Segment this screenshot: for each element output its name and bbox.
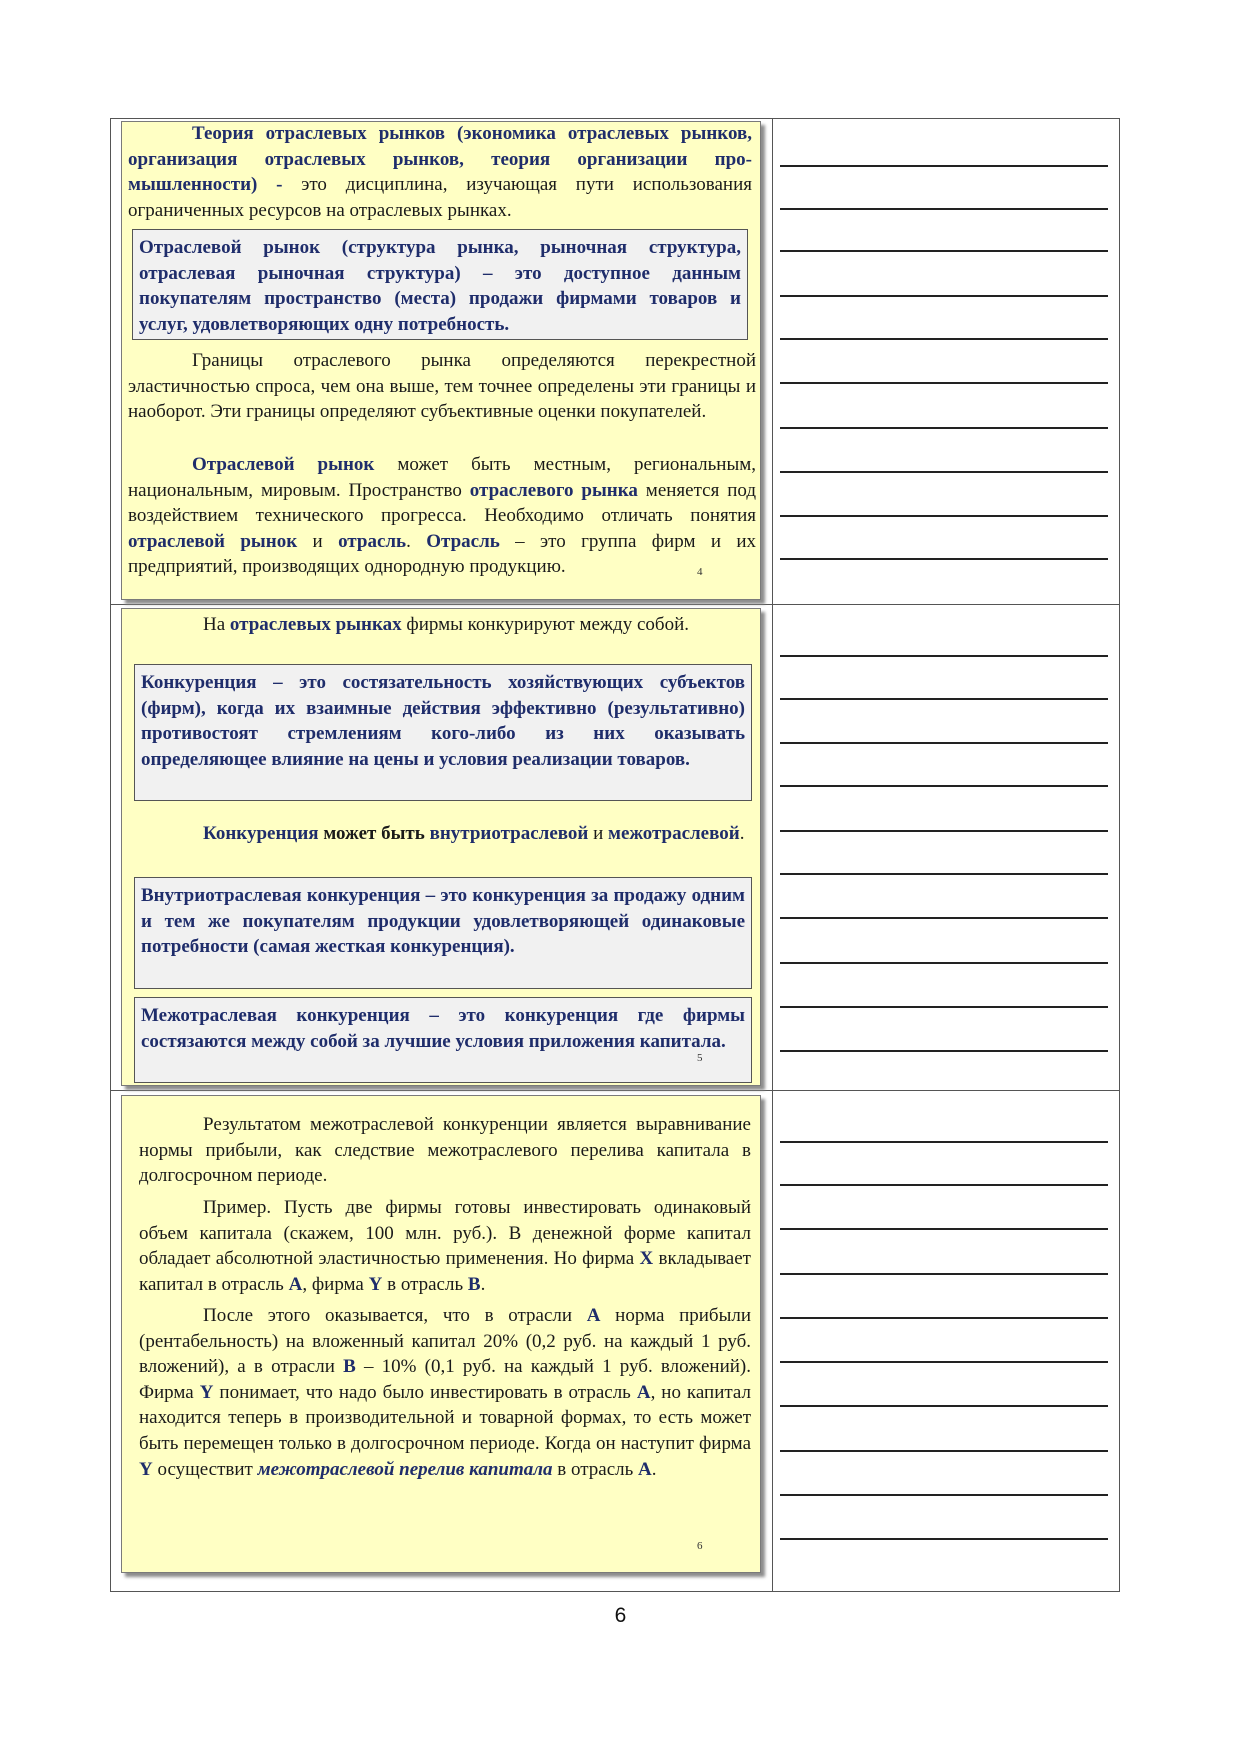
slide-3-paragraph-3 xyxy=(139,1303,751,1482)
note-line xyxy=(780,471,1108,473)
note-line xyxy=(780,165,1108,167)
body-text: в отрасль xyxy=(382,1273,468,1295)
emphasis-text: Отрасль xyxy=(426,530,500,552)
emphasis-text: межотраслевой xyxy=(608,823,740,844)
slide-2-paragraph-2 xyxy=(139,821,751,847)
emphasis-text: отраслевых рынках xyxy=(229,614,402,635)
slide-2-paragraph-1 xyxy=(139,612,699,638)
note-line xyxy=(780,1050,1108,1052)
body-text: в отрасль xyxy=(552,1458,639,1480)
column-divider xyxy=(772,118,773,1592)
slide-2 xyxy=(121,608,761,1086)
row-divider xyxy=(110,1090,1120,1091)
note-line xyxy=(780,1006,1108,1008)
slide-3-paragraph-1: Результатом межотраслевой конкуренции является выравнивание нормы прибыли, как следствие межотраслевого перелива капитала в долгосрочном периоде. xyxy=(139,1114,751,1187)
body-text: , но капитал находится теперь в производительной и товарной формах, то есть может быть перемещен только в долгосрочном периоде. Когда он наступит фирма xyxy=(139,1381,752,1454)
emphasis-text: А xyxy=(638,1458,652,1480)
body-text: это дисциплина, изучающая пути использования ограниченных ресурсов на отраслевых рынках. xyxy=(128,174,753,221)
note-line xyxy=(780,1228,1108,1230)
emphasis-text: может быть xyxy=(318,823,430,844)
body-text: вкладывает капитал в отрасль xyxy=(139,1248,751,1295)
body-text: После этого оказывается, что в отрасли xyxy=(203,1305,587,1326)
emphasis-text: отраслевой рынок xyxy=(128,530,298,552)
note-line xyxy=(780,785,1108,787)
note-line xyxy=(780,427,1108,429)
body-text: меняется под воздействием технического прогресса. Необходимо отличать понятия xyxy=(128,479,756,527)
note-line xyxy=(780,1184,1108,1186)
note-line xyxy=(780,382,1108,384)
body-text: . xyxy=(480,1273,486,1295)
definition-box-competition: Конкуренция – это состязательность хозяйствующих субъектов (фирм), когда их взаимные действия эффективно (результативно) противостоят стремлениям кого-либо из них оказывать определяющее влияние на цены и условия реализации товаров. xyxy=(134,664,752,801)
note-line xyxy=(780,208,1108,210)
emphasis-text: А xyxy=(636,1381,651,1403)
body-text: фирмы конкурируют между собой. xyxy=(401,614,689,635)
slide-1-paragraph-2: Границы отраслевого рынка определяются перекрестной эластичностью спроса, чем она выше, тем точнее определены эти границы и наоборот. Эти границы определяют субъективные оценки покупателей. xyxy=(128,350,756,423)
note-line xyxy=(780,742,1108,744)
note-line xyxy=(780,1405,1108,1407)
note-line xyxy=(780,1317,1108,1319)
note-line xyxy=(780,917,1108,919)
body-text: понимает, что надо было инвестировать в отрасль xyxy=(213,1381,637,1403)
note-line xyxy=(780,698,1108,700)
emphasis-text: отраслевого рынка xyxy=(469,479,638,501)
body-text: . xyxy=(406,530,427,552)
emphasis-text: В xyxy=(343,1356,356,1378)
body-text: и xyxy=(297,530,339,552)
slide-number: 4 xyxy=(697,566,703,578)
slide-1-intro xyxy=(128,121,752,223)
body-text: норма прибыли (рентабельность) на вложенный капитал 20% (0,2 руб. на каждый 1 руб. вложений), а в отрасли xyxy=(139,1305,751,1378)
definition-box-inter-industry: Межотраслевая конкуренция – это конкуренция где фирмы состязаются между собой за лучшие условия приложения капитала. xyxy=(134,997,752,1083)
page-number: 6 xyxy=(614,1604,627,1627)
emphasis-text: Теория отраслевых рынков (экономика отраслевых рынков, организация отраслевых рынков, теория организации промышленности) - xyxy=(128,123,752,196)
note-line xyxy=(780,250,1108,252)
slide-number: 5 xyxy=(697,1052,703,1064)
definition-box-intra-industry: Внутриотраслевая конкуренция – это конкуренция за продажу одним и тем же покупателям продукции удовлетворяющей одинаковые потребности (самая жесткая конкуренция). xyxy=(134,877,752,989)
body-text: осуществит xyxy=(152,1458,258,1480)
body-text: – 10% (0,1 руб. на каждый 1 руб. вложений). Фирма xyxy=(139,1356,752,1403)
note-line xyxy=(780,1361,1108,1363)
note-line xyxy=(780,1538,1108,1540)
body-text: может быть местным, региональным, национальным, мировым. Пространство xyxy=(128,454,756,501)
body-text: , фирма xyxy=(302,1273,369,1295)
body-text: . xyxy=(739,823,745,844)
body-text: – это группа фирм и их предприятий, производящих однородную продукцию. xyxy=(128,530,757,578)
emphasis-text: А xyxy=(288,1273,303,1295)
note-line xyxy=(780,1273,1108,1275)
row-divider xyxy=(110,604,1120,605)
note-line xyxy=(780,1141,1108,1143)
note-line xyxy=(780,655,1108,657)
note-line xyxy=(780,515,1108,517)
note-line xyxy=(780,558,1108,560)
emphasis-text: внутриотраслевой xyxy=(429,823,589,844)
slide-number: 6 xyxy=(697,1540,703,1552)
note-line xyxy=(780,1450,1108,1452)
emphasis-text: Y xyxy=(368,1273,383,1295)
note-line xyxy=(780,295,1108,297)
emphasis-text: Отраслевой рынок xyxy=(192,454,375,475)
note-line xyxy=(780,830,1108,832)
body-text: Пример. Пусть две фирмы готовы инвестировать одинаковый объем капитала (скажем, 100 млн. руб.). В денежной форме капитал обладает абсолютной эластичностью применения. Но фирма xyxy=(139,1197,751,1270)
note-line xyxy=(780,962,1108,964)
body-text: На xyxy=(203,614,230,635)
slide-3-paragraph-2 xyxy=(139,1195,751,1297)
definition-box-market: Отраслевой рынок (структура рынка, рыночная структура, отраслевая рыночная структура) – это доступное данным покупателям пространство (места) продажи фирмами товаров и услуг, удовлетворяющих одну потребность. xyxy=(132,229,748,340)
emphasis-text: В xyxy=(467,1273,481,1295)
emphasis-text: межотраслевой перелив капитала xyxy=(257,1458,553,1480)
note-line xyxy=(780,338,1108,340)
slide-3 xyxy=(121,1095,761,1573)
emphasis-text: Y xyxy=(199,1381,214,1403)
slide-1-paragraph-3 xyxy=(128,452,756,580)
slide-1 xyxy=(121,121,761,600)
emphasis-text: Y xyxy=(139,1458,153,1480)
emphasis-text: отрасль xyxy=(338,530,407,552)
emphasis-text: А xyxy=(586,1305,601,1326)
note-line xyxy=(780,1494,1108,1496)
emphasis-text: Конкуренция xyxy=(203,823,319,844)
body-text: . xyxy=(651,1458,657,1480)
note-line xyxy=(780,873,1108,875)
emphasis-text: X xyxy=(639,1248,654,1270)
body-text: и xyxy=(588,823,609,844)
